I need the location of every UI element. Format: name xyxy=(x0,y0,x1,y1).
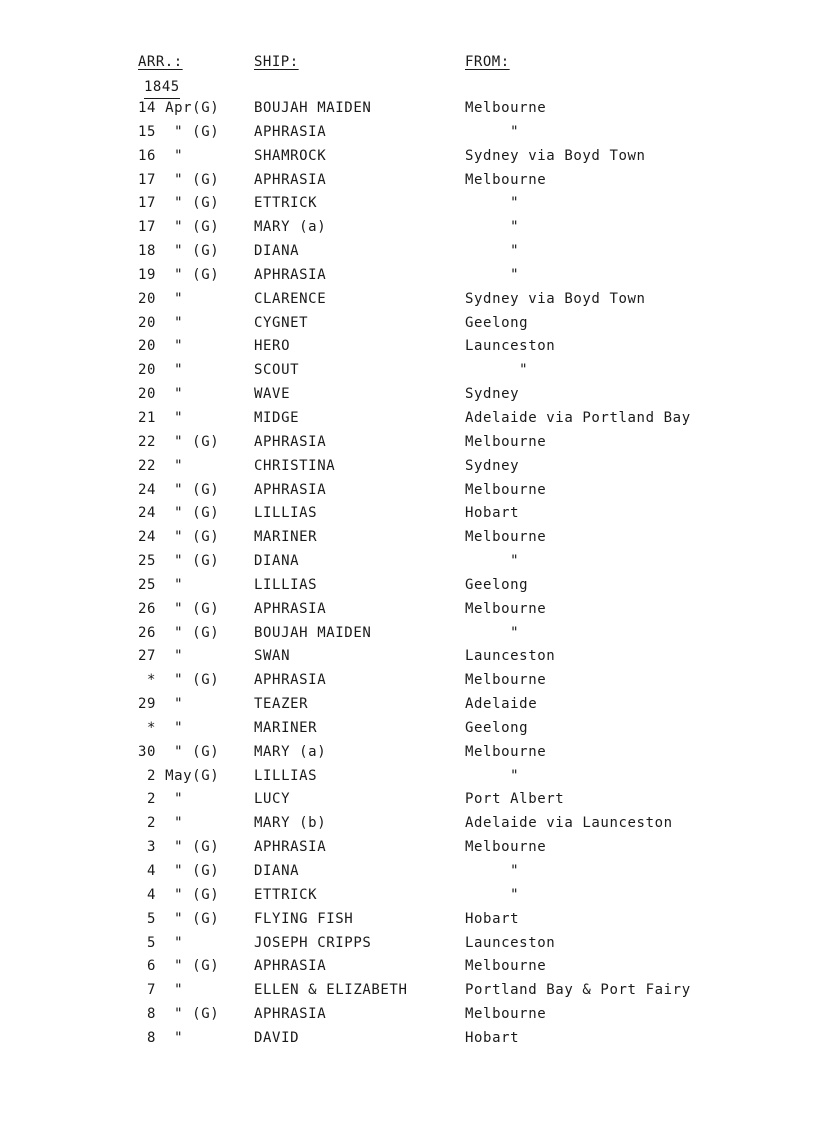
ship-name: APHRASIA xyxy=(254,123,327,140)
arrival-date: 7 " xyxy=(138,982,184,999)
table-row xyxy=(0,836,816,860)
origin-port: " xyxy=(465,123,520,140)
arrival-date: 6 " (G) xyxy=(138,958,220,975)
origin-port: Adelaide via Portland Bay xyxy=(465,409,691,426)
ship-name: CHRISTINA xyxy=(254,457,336,474)
ship-name: ETTRICK xyxy=(254,886,318,903)
origin-port: Portland Bay & Port Fairy xyxy=(465,982,691,999)
table-row xyxy=(0,1027,816,1051)
arrival-date: 27 " xyxy=(138,648,184,665)
header-ship: SHIP: xyxy=(254,54,299,70)
ship-name: FLYING FISH xyxy=(254,910,354,927)
table-row xyxy=(0,407,816,431)
table-row xyxy=(0,145,816,169)
ship-name: MARY (b) xyxy=(254,815,327,832)
ship-name: APHRASIA xyxy=(254,171,327,188)
arrival-date: 22 " xyxy=(138,457,184,474)
table-row xyxy=(0,788,816,812)
arrival-date: 3 " (G) xyxy=(138,839,220,856)
ship-name: SHAMROCK xyxy=(254,147,327,164)
table-row xyxy=(0,240,816,264)
table-row xyxy=(0,121,816,145)
table-row xyxy=(0,1003,816,1027)
origin-port: Melbourne xyxy=(465,1006,547,1023)
arrival-date: 8 " (G) xyxy=(138,1006,220,1023)
table-row xyxy=(0,169,816,193)
arrival-date: 24 " (G) xyxy=(138,505,220,522)
table-row xyxy=(0,574,816,598)
table-row xyxy=(0,717,816,741)
table-row xyxy=(0,312,816,336)
origin-port: Melbourne xyxy=(465,600,547,617)
table-row xyxy=(0,669,816,693)
table-row xyxy=(0,264,816,288)
ship-name: APHRASIA xyxy=(254,433,327,450)
origin-port: Geelong xyxy=(465,576,529,593)
ship-name: SWAN xyxy=(254,648,291,665)
table-row xyxy=(0,288,816,312)
table-row xyxy=(0,741,816,765)
header-from: FROM: xyxy=(465,54,510,70)
ship-name: APHRASIA xyxy=(254,1006,327,1023)
ship-name: ELLEN & ELIZABETH xyxy=(254,982,408,999)
arrival-date: 2 May(G) xyxy=(138,767,220,784)
origin-port: Adelaide xyxy=(465,696,538,713)
table-row xyxy=(0,550,816,574)
table-row xyxy=(0,192,816,216)
arrival-date: 17 " (G) xyxy=(138,195,220,212)
arrival-date: 17 " (G) xyxy=(138,219,220,236)
arrivals-table xyxy=(0,97,816,1051)
table-row xyxy=(0,431,816,455)
arrival-date: * " (G) xyxy=(138,672,220,689)
ship-name: LILLIAS xyxy=(254,505,318,522)
ship-name: DIANA xyxy=(254,863,300,879)
ship-name: APHRASIA xyxy=(254,481,327,498)
origin-port: " xyxy=(465,195,520,212)
arrival-date: 4 " (G) xyxy=(138,886,220,903)
origin-port: " xyxy=(465,863,520,879)
table-row xyxy=(0,526,816,550)
origin-port: " xyxy=(465,553,520,570)
ship-name: APHRASIA xyxy=(254,672,327,689)
arrival-date: 26 " (G) xyxy=(138,624,220,641)
origin-port: Hobart xyxy=(465,505,520,522)
arrival-date: 30 " (G) xyxy=(138,743,220,760)
arrival-date: 4 " (G) xyxy=(138,863,220,879)
ship-name: APHRASIA xyxy=(254,839,327,856)
ship-name: CYGNET xyxy=(254,314,309,331)
arrival-date: 5 " xyxy=(138,934,184,951)
origin-port: Melbourne xyxy=(465,743,547,760)
table-row xyxy=(0,860,816,884)
table-row xyxy=(0,359,816,383)
origin-port: " xyxy=(465,362,529,379)
ship-name: CLARENCE xyxy=(254,290,327,307)
arrival-date: 14 Apr(G) xyxy=(138,100,220,116)
origin-port: Hobart xyxy=(465,1029,520,1046)
origin-port: Melbourne xyxy=(465,958,547,975)
origin-port: Melbourne xyxy=(465,481,547,498)
table-row xyxy=(0,502,816,526)
table-row xyxy=(0,908,816,932)
ship-name: SCOUT xyxy=(254,362,300,379)
arrival-date: 26 " (G) xyxy=(138,600,220,617)
table-row xyxy=(0,383,816,407)
arrival-date: 16 " xyxy=(138,147,184,164)
origin-port: Sydney via Boyd Town xyxy=(465,290,646,307)
arrival-date: 20 " xyxy=(138,386,184,403)
arrival-date: 5 " (G) xyxy=(138,910,220,927)
table-row xyxy=(0,622,816,646)
ship-name: MARINER xyxy=(254,529,318,546)
origin-port: Melbourne xyxy=(465,529,547,546)
ship-name: LUCY xyxy=(254,791,291,808)
ship-name: JOSEPH CRIPPS xyxy=(254,934,372,951)
arrival-date: 22 " (G) xyxy=(138,433,220,450)
table-row xyxy=(0,479,816,503)
origin-port: Melbourne xyxy=(465,433,547,450)
table-row xyxy=(0,335,816,359)
origin-port: Geelong xyxy=(465,719,529,736)
arrival-date: 20 " xyxy=(138,314,184,331)
ship-name: DIANA xyxy=(254,243,300,260)
arrival-date: 19 " (G) xyxy=(138,266,220,283)
origin-port: Adelaide via Launceston xyxy=(465,815,673,832)
table-row xyxy=(0,955,816,979)
ship-name: TEAZER xyxy=(254,696,309,713)
ship-name: LILLIAS xyxy=(254,767,318,784)
origin-port: Sydney xyxy=(465,457,520,474)
ship-name: DIANA xyxy=(254,553,300,570)
arrival-date: 20 " xyxy=(138,290,184,307)
table-row xyxy=(0,932,816,956)
origin-port: Launceston xyxy=(465,338,556,355)
arrival-date: * " xyxy=(138,719,184,736)
arrival-date: 24 " (G) xyxy=(138,529,220,546)
table-row xyxy=(0,455,816,479)
ship-name: APHRASIA xyxy=(254,266,327,283)
origin-port: Melbourne xyxy=(465,100,547,116)
ship-name: MARINER xyxy=(254,719,318,736)
header-arrival: ARR.: xyxy=(138,54,183,70)
table-row xyxy=(0,598,816,622)
origin-port: Launceston xyxy=(465,648,556,665)
table-row xyxy=(0,765,816,789)
arrival-date: 25 " xyxy=(138,576,184,593)
origin-port: Melbourne xyxy=(465,672,547,689)
origin-port: " xyxy=(465,219,520,236)
table-row xyxy=(0,97,816,121)
ship-name: LILLIAS xyxy=(254,576,318,593)
origin-port: " xyxy=(465,624,520,641)
table-row xyxy=(0,216,816,240)
ship-name: APHRASIA xyxy=(254,958,327,975)
ship-name: WAVE xyxy=(254,386,291,403)
table-row xyxy=(0,812,816,836)
ship-name: APHRASIA xyxy=(254,600,327,617)
arrival-date: 17 " (G) xyxy=(138,171,220,188)
origin-port: Hobart xyxy=(465,910,520,927)
origin-port: " xyxy=(465,266,520,283)
origin-port: Melbourne xyxy=(465,839,547,856)
arrival-date: 20 " xyxy=(138,338,184,355)
origin-port: " xyxy=(465,243,520,260)
arrival-date: 20 " xyxy=(138,362,184,379)
origin-port: Geelong xyxy=(465,314,529,331)
ship-name: MARY (a) xyxy=(254,219,327,236)
ship-name: MIDGE xyxy=(254,409,300,426)
table-row xyxy=(0,693,816,717)
origin-port: Melbourne xyxy=(465,171,547,188)
origin-port: Sydney via Boyd Town xyxy=(465,147,646,164)
arrival-date: 15 " (G) xyxy=(138,123,220,140)
arrival-date: 8 " xyxy=(138,1029,184,1046)
origin-port: Port Albert xyxy=(465,791,565,808)
arrival-date: 2 " xyxy=(138,791,184,808)
table-row xyxy=(0,884,816,908)
origin-port: Launceston xyxy=(465,934,556,951)
ship-name: MARY (a) xyxy=(254,743,327,760)
arrival-date: 24 " (G) xyxy=(138,481,220,498)
ship-name: HERO xyxy=(254,338,291,355)
table-row xyxy=(0,979,816,1003)
ship-name: DAVID xyxy=(254,1029,300,1046)
year-label: 1845 xyxy=(144,77,180,99)
origin-port: Sydney xyxy=(465,386,520,403)
origin-port: " xyxy=(465,886,520,903)
arrival-date: 18 " (G) xyxy=(138,243,220,260)
table-row xyxy=(0,645,816,669)
origin-port: " xyxy=(465,767,520,784)
arrival-date: 2 " xyxy=(138,815,184,832)
ship-name: ETTRICK xyxy=(254,195,318,212)
arrival-date: 29 " xyxy=(138,696,184,713)
ship-name: BOUJAH MAIDEN xyxy=(254,100,372,116)
arrival-date: 21 " xyxy=(138,409,184,426)
ship-name: BOUJAH MAIDEN xyxy=(254,624,372,641)
arrival-date: 25 " (G) xyxy=(138,553,220,570)
